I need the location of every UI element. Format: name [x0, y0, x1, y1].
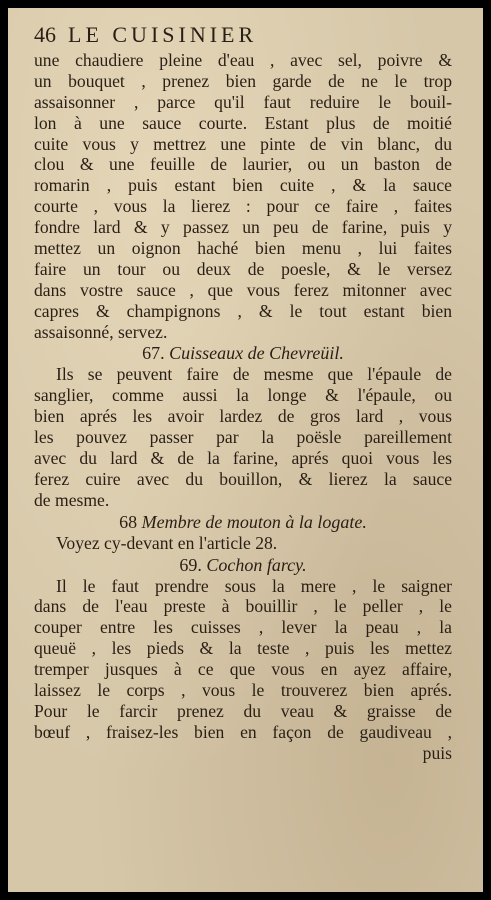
running-title: LE CUISINIER [68, 22, 258, 47]
text-line: assaisonner , parce qu'il faut reduire le bouil- [34, 91, 452, 112]
text-line: un bouquet , prenez bien garde de ne le trop [34, 70, 452, 91]
text-line: lon à une sauce courte. Estant plus de moitié [34, 112, 452, 133]
text-line: courte , vous la lierez : pour ce faire , faites [34, 196, 452, 217]
text-line: sanglier, comme aussi la longe & l'épaule, ou [34, 385, 452, 406]
text-line: assaisonné, servez. [34, 321, 168, 342]
text-line: dans vostre sauce , que vous ferez mitonner avec [34, 279, 452, 300]
section-number: 68 [119, 511, 138, 532]
text-line: tremper jusques à ce que vous en ayez affaire, [34, 659, 452, 680]
section-title: Membre de mouton à la logate. [141, 511, 367, 532]
text-line: une chaudiere pleine d'eau , avec sel, poivre & [34, 50, 452, 70]
text-line: laissez le corps , vous le trouverez bien aprés. [34, 680, 452, 701]
text-line: Voyez cy-devant en l'article 28. [56, 532, 278, 553]
text-line: queuë , les pieds & la teste , puis les mettez [34, 638, 452, 659]
section-number: 69. [179, 554, 202, 575]
text-line: cuite vous y mettrez une pinte de vin blanc, du [34, 133, 452, 154]
text-line: ferez cuire avec du bouillon, & lierez la sauce [34, 468, 452, 489]
text-line: mettez un oignon haché bien menu , lui faites [34, 238, 452, 259]
text-line: les pouvez passer par la poësle pareillement [34, 427, 452, 448]
page-header [34, 22, 452, 50]
text-line: clou & une feuille de laurier, ou un baston de [34, 154, 452, 175]
section-heading-68 [34, 511, 452, 533]
text-line: dans de l'eau preste à bouillir , le peller , le [34, 596, 452, 617]
text-line: avec du lard & de la farine, aprés quoi vous les [34, 448, 452, 469]
text-line: Il le faut prendre sous la mere , le saigner [56, 575, 452, 596]
text-line: fondre lard & y passez un peu de farine, puis y [34, 217, 452, 238]
section-heading-67 [34, 342, 452, 364]
text-line: capres & champignons , & le tout estant bien [34, 300, 452, 321]
book-page [8, 8, 483, 892]
section-title: Cochon farcy. [206, 554, 307, 575]
catchword: puis [422, 742, 452, 763]
text-line: faire un tour ou deux de poesle, & le versez [34, 258, 452, 279]
text-line: Ils se peuvent faire de mesme que l'épaule de [56, 364, 452, 385]
text-line: Pour le farcir prenez du veau & graisse de [34, 700, 452, 721]
text-line: bien aprés les avoir lardez de gros lard , vous [34, 406, 452, 427]
text-line: de mesme. [34, 489, 110, 510]
text-line: bœuf , fraisez-les bien en façon de gaudiveau , [34, 721, 452, 742]
text-line: romarin , puis estant bien cuite , & la sauce [34, 175, 452, 196]
section-number: 67. [142, 343, 165, 364]
section-title: Cuisseaux de Chevreüil. [169, 343, 344, 364]
page-text [34, 22, 452, 764]
page-number: 46 [34, 22, 56, 47]
section-heading-69 [34, 554, 452, 576]
text-line: couper entre les cuisses , lever la peau , la [34, 617, 452, 638]
